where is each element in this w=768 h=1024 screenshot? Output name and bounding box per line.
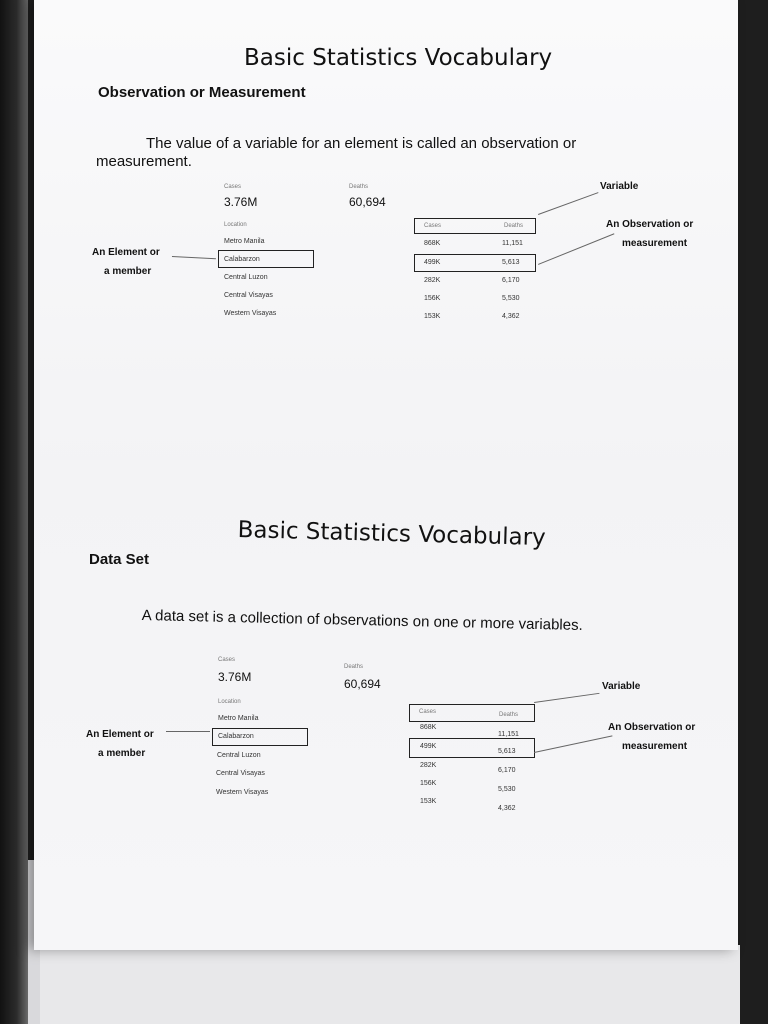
table-row-deaths: 6,170 — [502, 277, 520, 284]
observation-annotation-line2: measurement — [622, 238, 688, 249]
table-row-cases: 282K — [420, 762, 437, 769]
table-row-cases: 499K — [424, 259, 441, 266]
section-2-title: Basic Statistics Vocabulary — [237, 517, 547, 552]
table-row-cases: 868K — [424, 240, 441, 247]
table-row-deaths: 4,362 — [502, 313, 520, 320]
variable-arrow — [538, 192, 598, 215]
cases-label: Cases — [224, 184, 242, 190]
table-row-cases: 156K — [420, 780, 437, 787]
table-row-cases: 156K — [424, 295, 441, 302]
deaths-label: Deaths — [349, 184, 369, 190]
table-row-deaths: 11,151 — [502, 240, 523, 247]
table-row-cases: 868K — [420, 724, 437, 731]
element-annotation-line2: a member — [104, 266, 152, 277]
table-row-deaths: 6,170 — [498, 767, 516, 774]
location-header: Location — [224, 222, 247, 228]
deaths-header: Deaths — [499, 712, 519, 718]
element-annotation-line1: An Element or — [92, 247, 160, 258]
table-row-location: Central Luzon — [217, 752, 261, 759]
cases-label: Cases — [218, 657, 236, 663]
table-row-deaths: 11,151 — [498, 731, 519, 738]
section-2-paragraph-line1: A data set is a collection of observations on one or more variables. — [141, 606, 583, 635]
table-row-location: Calabarzon — [224, 256, 260, 263]
cases-total: 3.76M — [218, 670, 252, 684]
document-page — [34, 0, 738, 950]
section-1-heading: Observation or Measurement — [98, 84, 306, 101]
table-row-location: Metro Manila — [218, 715, 259, 722]
section-1-paragraph-line1: The value of a variable for an element is called an observation or — [146, 135, 577, 152]
under-sheet-lower — [40, 945, 740, 1024]
section-2-heading: Data Set — [89, 551, 150, 568]
section-1-title: Basic Statistics Vocabulary — [244, 45, 553, 71]
table-row-location: Central Luzon — [224, 274, 268, 281]
table-row-cases: 153K — [424, 313, 441, 320]
table-row-deaths: 4,362 — [498, 805, 516, 812]
cases-header: Cases — [424, 223, 442, 229]
deaths-header: Deaths — [504, 223, 524, 229]
observation-annotation-line1: An Observation or — [606, 219, 694, 230]
table-row-cases: 499K — [420, 743, 437, 750]
table-row-location: Calabarzon — [218, 733, 254, 740]
table-row-deaths: 5,613 — [498, 748, 516, 755]
location-header: Location — [218, 699, 241, 705]
element-annotation-line2: a member — [98, 748, 146, 759]
table-row-location: Central Visayas — [216, 770, 265, 777]
variable-arrow — [534, 693, 599, 703]
element-arrow — [172, 256, 216, 259]
observation-annotation-line2: measurement — [622, 741, 688, 752]
deaths-total: 60,694 — [344, 677, 381, 691]
element-annotation-line1: An Element or — [86, 729, 154, 740]
table-row-location: Central Visayas — [224, 292, 273, 299]
element-highlight-box — [212, 728, 308, 746]
table-row-deaths: 5,530 — [502, 295, 520, 302]
observation-annotation-line1: An Observation or — [608, 722, 696, 733]
table-row-location: Metro Manila — [224, 238, 265, 245]
section-1-paragraph-line2: measurement. — [96, 153, 192, 170]
variable-annotation: Variable — [602, 681, 641, 692]
table-row-cases: 282K — [424, 277, 441, 284]
table-row-location: Western Visayas — [216, 789, 269, 796]
variable-annotation: Variable — [600, 181, 639, 192]
observation-arrow — [534, 735, 612, 753]
deaths-label: Deaths — [344, 664, 364, 670]
table-row-cases: 153K — [420, 798, 437, 805]
background-edge — [0, 0, 28, 1024]
table-row-location: Western Visayas — [224, 310, 277, 317]
element-arrow — [166, 731, 210, 732]
cases-header: Cases — [419, 709, 437, 715]
observation-arrow — [538, 233, 614, 265]
table-row-deaths: 5,530 — [498, 786, 516, 793]
table-row-deaths: 5,613 — [502, 259, 520, 266]
element-highlight-box — [218, 250, 314, 268]
deaths-total: 60,694 — [349, 195, 386, 209]
cases-total: 3.76M — [224, 195, 258, 209]
